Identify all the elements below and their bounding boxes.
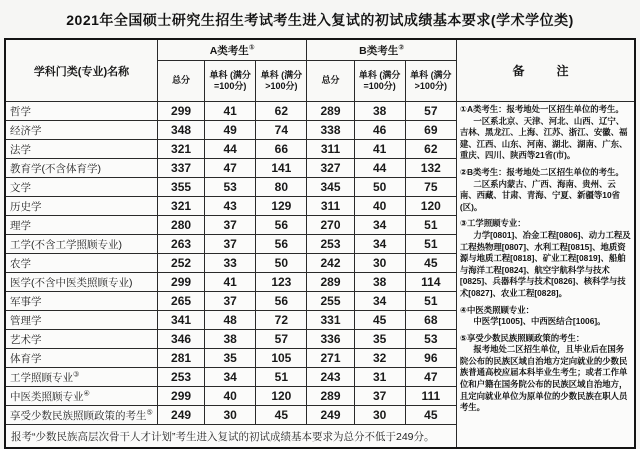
score-cell: 57 xyxy=(405,102,456,121)
column-header-b-single100: 单科 (满分 =100分) xyxy=(354,61,405,102)
score-cell: 280 xyxy=(157,216,204,235)
score-cell: 45 xyxy=(256,406,307,425)
score-cell: 32 xyxy=(354,349,405,368)
score-cell: 38 xyxy=(354,273,405,292)
score-cell: 141 xyxy=(256,159,307,178)
score-cell: 96 xyxy=(405,349,456,368)
score-cell: 311 xyxy=(307,140,354,159)
remark-paragraph: ①A类考生：报考地处一区招生单位的考生。 xyxy=(459,104,624,114)
score-cell: 299 xyxy=(157,387,204,406)
score-cell: 341 xyxy=(157,311,204,330)
score-cell: 40 xyxy=(354,197,405,216)
score-cell: 37 xyxy=(205,235,256,254)
score-cell: 56 xyxy=(256,235,307,254)
score-cell: 34 xyxy=(354,292,405,311)
subject-cell: 工学(不含工学照顾专业) xyxy=(5,235,157,254)
score-cell: 336 xyxy=(307,330,354,349)
score-cell: 355 xyxy=(157,178,204,197)
score-cell: 255 xyxy=(307,292,354,311)
subject-cell: 农学 xyxy=(5,254,157,273)
remark-paragraph: 报考地处二区招生单位，且毕业后在国务院公布的民族区域自治地方定向就业的少数民族普通高校应届本科毕业生考生；或者工作单位和户籍在国务院公布的民族区域自治地方，且定向就业单位为原单位的少数民族在职人员考生。 xyxy=(459,344,628,413)
score-cell: 111 xyxy=(405,387,456,406)
score-cell: 45 xyxy=(405,406,456,425)
subject-cell: 法学 xyxy=(5,140,157,159)
score-cell: 270 xyxy=(307,216,354,235)
subject-cell: 经济学 xyxy=(5,121,157,140)
subject-cell: 管理学 xyxy=(5,311,157,330)
score-cell: 105 xyxy=(256,349,307,368)
score-cell: 41 xyxy=(205,273,256,292)
remark-paragraph: 力学[0801]、冶金工程[0806]、动力工程及工程热物理[0807]、水利工程[0815]、地质资源与地质工程[0818]、矿业工程[0819]、船舶与海洋工程[0824]、航空宇航科学与技术[0825]、兵器科学与技术[0826]、核科学与技术[0827]、农业工程[0828]。 xyxy=(459,229,631,298)
subject-cell: 军事学 xyxy=(5,292,157,311)
remark-paragraph: 中医学[1005]、中西医结合[1006]。 xyxy=(473,316,606,327)
score-cell: 132 xyxy=(405,159,456,178)
row-footnote-mark: ④ xyxy=(83,390,90,397)
score-cell: 56 xyxy=(256,292,307,311)
score-cell: 311 xyxy=(307,197,354,216)
remarks-cell xyxy=(456,102,635,449)
score-cell: 265 xyxy=(157,292,204,311)
column-header-a-total: 总分 xyxy=(157,61,204,102)
column-header-a-single-over100: 单科 (满分 >100分) xyxy=(256,61,307,102)
score-cell: 72 xyxy=(256,311,307,330)
score-cell: 31 xyxy=(354,368,405,387)
score-cell: 47 xyxy=(405,368,456,387)
column-header-remark: 备 注 xyxy=(456,39,635,102)
group-b-footnote-mark: ② xyxy=(398,44,405,51)
score-cell: 47 xyxy=(205,159,256,178)
remark-paragraph: 二区系内蒙古、广西、海南、贵州、云南、西藏、甘肃、青海、宁夏、新疆等10省(区)。 xyxy=(459,178,620,212)
score-cell: 43 xyxy=(205,197,256,216)
score-table xyxy=(4,38,636,449)
score-cell: 51 xyxy=(405,216,456,235)
score-cell: 75 xyxy=(405,178,456,197)
column-header-group-b xyxy=(307,39,456,61)
score-cell: 263 xyxy=(157,235,204,254)
score-cell: 80 xyxy=(256,178,307,197)
score-cell: 30 xyxy=(354,254,405,273)
subject-cell: 医学(不含中医类照顾专业) xyxy=(5,273,157,292)
column-header-subject: 学科门类(专业)名称 xyxy=(5,39,157,102)
remark-paragraph: ②B类考生：报考地处二区招生单位的考生。 xyxy=(459,166,624,177)
score-cell: 45 xyxy=(354,311,405,330)
score-cell: 321 xyxy=(157,197,204,216)
score-cell: 46 xyxy=(354,121,405,140)
score-cell: 30 xyxy=(205,406,256,425)
score-cell: 249 xyxy=(157,406,204,425)
table-body xyxy=(5,102,635,449)
subject-cell: 体育学 xyxy=(5,349,157,368)
score-cell: 345 xyxy=(307,178,354,197)
group-a-label: A类考生 xyxy=(209,44,249,57)
remark-paragraph: ③工学照顾专业： xyxy=(459,218,526,229)
footnote-cell: 报考“少数民族高层次骨干人才计划”考生进入复试的初试成绩基本要求为总分不低于249分。 xyxy=(5,425,456,449)
subject-cell: 艺术学 xyxy=(5,330,157,349)
score-cell: 299 xyxy=(157,102,204,121)
score-cell: 57 xyxy=(256,330,307,349)
column-header-a-single100: 单科 (满分 =100分) xyxy=(205,61,256,102)
score-cell: 56 xyxy=(256,216,307,235)
score-cell: 37 xyxy=(205,216,256,235)
score-cell: 289 xyxy=(307,273,354,292)
score-cell: 338 xyxy=(307,121,354,140)
remark-paragraph: ④中医类照顾专业： xyxy=(459,304,534,315)
score-cell: 34 xyxy=(205,368,256,387)
score-cell: 33 xyxy=(205,254,256,273)
score-cell: 40 xyxy=(205,387,256,406)
subject-cell: 哲学 xyxy=(5,102,157,121)
subject-cell: 文学 xyxy=(5,178,157,197)
column-header-group-a xyxy=(157,39,306,61)
score-cell: 45 xyxy=(405,254,456,273)
score-cell: 53 xyxy=(405,330,456,349)
score-cell: 41 xyxy=(205,102,256,121)
score-cell: 289 xyxy=(307,387,354,406)
row-footnote-mark: ③ xyxy=(73,371,80,378)
score-cell: 37 xyxy=(205,292,256,311)
subject-cell: 享受少数民族照顾政策的考生⑤ xyxy=(5,406,157,425)
subject-cell: 历史学 xyxy=(5,197,157,216)
score-cell: 253 xyxy=(157,368,204,387)
score-cell: 68 xyxy=(405,311,456,330)
score-cell: 281 xyxy=(157,349,204,368)
score-cell: 41 xyxy=(354,140,405,159)
score-cell: 51 xyxy=(405,235,456,254)
table-header xyxy=(5,39,635,102)
score-cell: 114 xyxy=(405,273,456,292)
score-cell: 289 xyxy=(307,102,354,121)
score-cell: 51 xyxy=(256,368,307,387)
column-header-b-total: 总分 xyxy=(307,61,354,102)
score-cell: 299 xyxy=(157,273,204,292)
score-cell: 69 xyxy=(405,121,456,140)
score-cell: 271 xyxy=(307,349,354,368)
score-cell: 66 xyxy=(256,140,307,159)
score-cell: 34 xyxy=(354,235,405,254)
column-header-b-single-over100: 单科 (满分 >100分) xyxy=(405,61,456,102)
score-cell: 37 xyxy=(354,387,405,406)
score-cell: 44 xyxy=(354,159,405,178)
score-cell: 38 xyxy=(205,330,256,349)
header-row-groups xyxy=(5,39,635,61)
score-cell: 48 xyxy=(205,311,256,330)
score-cell: 253 xyxy=(307,235,354,254)
group-b-label: B类考生 xyxy=(359,44,399,57)
score-cell: 30 xyxy=(354,406,405,425)
score-cell: 44 xyxy=(205,140,256,159)
score-cell: 50 xyxy=(354,178,405,197)
subject-cell: 中医类照顾专业④ xyxy=(5,387,157,406)
subject-cell: 理学 xyxy=(5,216,157,235)
score-cell: 331 xyxy=(307,311,354,330)
score-cell: 53 xyxy=(205,178,256,197)
score-cell: 327 xyxy=(307,159,354,178)
score-cell: 62 xyxy=(256,102,307,121)
score-cell: 62 xyxy=(405,140,456,159)
score-cell: 120 xyxy=(256,387,307,406)
remark-paragraph: ⑤享受少数民族照顾政策的考生： xyxy=(459,332,585,343)
score-cell: 129 xyxy=(256,197,307,216)
row-footnote-mark: ⑤ xyxy=(146,409,153,416)
score-cell: 51 xyxy=(405,292,456,311)
score-cell: 35 xyxy=(205,349,256,368)
score-cell: 252 xyxy=(157,254,204,273)
subject-cell: 教育学(不含体育学) xyxy=(5,159,157,178)
remark-paragraph: 一区系北京、天津、河北、山西、辽宁、吉林、黑龙江、上海、江苏、浙江、安徽、福建、江西、山东、河南、湖北、湖南、广东、重庆、四川、陕西等21省(市)。 xyxy=(459,115,628,161)
score-cell: 74 xyxy=(256,121,307,140)
group-a-footnote-mark: ① xyxy=(248,44,255,51)
table-row xyxy=(5,102,635,121)
score-cell: 49 xyxy=(205,121,256,140)
score-cell: 38 xyxy=(354,102,405,121)
score-cell: 50 xyxy=(256,254,307,273)
score-cell: 321 xyxy=(157,140,204,159)
subject-cell: 工学照顾专业③ xyxy=(5,368,157,387)
score-cell: 348 xyxy=(157,121,204,140)
score-cell: 249 xyxy=(307,406,354,425)
score-cell: 123 xyxy=(256,273,307,292)
score-cell: 35 xyxy=(354,330,405,349)
score-cell: 242 xyxy=(307,254,354,273)
score-cell: 34 xyxy=(354,216,405,235)
score-cell: 346 xyxy=(157,330,204,349)
score-cell: 120 xyxy=(405,197,456,216)
page-title: 2021年全国硕士研究生招生考试考生进入复试的初试成绩基本要求(学术学位类) xyxy=(66,12,574,28)
score-cell: 243 xyxy=(307,368,354,387)
score-cell: 337 xyxy=(157,159,204,178)
